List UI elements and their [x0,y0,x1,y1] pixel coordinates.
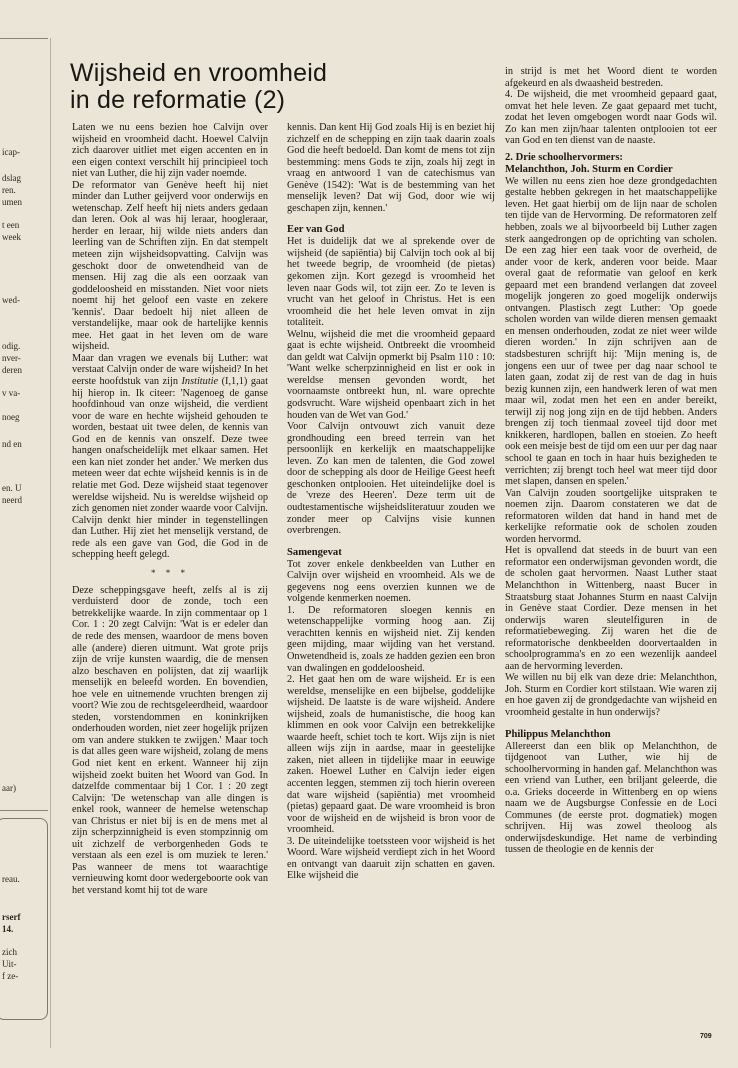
column-rule [0,38,48,39]
paragraph: Welnu, wijsheid die met die vroomheid gepaard gaat is echte wijsheid. Ontbreekt die vroomheid dan geldt wat Calvijn opmerkt bij Psalm 110 : 10: 'Want welke scherpzinnigheid en list er ook in wereldse mensen gevonden wordt, het voornaamste ontbreekt hun, nl. ware oprechte godsvrucht. Ware wijsheid openbaart zich in het houden van de Wet van God.' [287,328,495,421]
text-run: Maar dan vragen we evenals bij Luther: wat verstaat Calvijn onder de ware wijsheid? In het eerste hoofdstuk van zijn [72,352,268,388]
fragment: wed- [2,295,20,305]
paragraph [72,353,268,561]
paragraph: kennis. Dan kent Hij God zoals Hij is en beziet hij zichzelf en de schepping en zijn taak daarin zoals God die heeft bedoeld. Dan komt de mens tot zijn bestemming: mens Gods te zijn, zoals hij zegt in vraag en antwoord 1 van de catechismus van Genève (1542): 'Wat is de bestemming van het menselijk leven? Dat wij God, door wie wij geschapen zijn, kennen.' [287,122,495,214]
paragraph: We willen nu eens zien hoe deze grondgedachten gestalte hebben gekregen in het maatschappelijke leven. Het gaat hierbij om de lijn naar de scholen ten tijde van de Hervorming. De reformatoren zelf hebben, zoals we al bijvoorbeeld bij Luther zagen sterk aangedrongen op de oprichting van scholen. De een zag hier een taak voor de overheid, de ander voor de kerk, anderen voor beide. Maar overal gaat de reformatie van geloof en kerk gepaard met een brandend verlangen dat zoveel mogelijk jongeren zo goed mogelijk onderwijs ontvangen. Plastisch zegt Luther: 'Op goede scholen worden van wilde dieren mensen gemaakt en mensen onderhouden, zodat ze niet weer wilde dieren worden.' In zijn schrijven aan de stadsbesturen schrijft hij: 'Mijn mening is, de jongens een uur of twee per dag naar school te laten gaan, zodat zij de rest van de dag in huis bezig kunnen zijn, een handwerk leren of wat men maar wil, zodat men het een en ander bereikt, terwijl zij nog jong zijn en de tijd hebben. Anders brengen zij toch tienmaal zoveel tijd door met knikkeren, hardlopen, ballen en stoeien. Zo heeft ook een meisje best de tijd om een uur per dag naar school te gaan en toch in haar huis bezigheden te verrichten; zij brengt toch heel wat meer tijd door met slapen, dansen en spelen.' [505,175,717,488]
paragraph: 4. De wijsheid, die met vroomheid gepaard gaat, omvat het hele leven. Ze gaat gepaard met tucht, zodat het leven omgebogen wordt naar Gods wil. Zo kan men zijn/haar talenten ontplooien tot eer van God en ten dienst van de naaste. [505,89,717,147]
fragment: en. U [2,483,22,493]
paragraph: 3. De uiteindelijke toetssteen voor wijsheid is het Woord. Ware wijsheid verdiept zich in het Woord en ontvangt van daaruit zijn schatten en gaven. Elke wijsheid die [287,835,495,882]
fragment: Uit- [2,959,17,969]
fragment: noeg [2,412,20,422]
paragraph: 1. De reformatoren sloegen kennis en wetenschappelijke vorming hoog aan. Zij verachtten kennis en wijsheid niet. Zij kenden geen mijding, maar wijding van het verstand. Onwetendheid is, zoals ze hadden gezien een bron van dwalingen en goddeloosheid. [287,604,495,674]
fragment: 14. [2,924,14,934]
paragraph: Allereerst dan een blik op Melanchthon, de tijdgenoot van Luther, wie hij de schoolhervorming in handen gaf. Melanchthon was een vriend van Luther, een briljant geleerde, die o.a. Grieks doceerde in Wittenberg en op wiens naam we de Augsburgse Confessie en de Loci Communes (de eerste prot. dogmatiek) mogen schrijven. Hij was zowel theoloog als onderwijsdeskundige. Het name de verbinding tussen de theologie en de kennis der [505,740,717,856]
paragraph: in strijd is met het Woord dient te worden afgekeurd en als dwaasheid bestreden. [505,66,717,89]
paragraph: 2. Het gaat hen om de ware wijsheid. Er is een wereldse, menselijke en een bijbelse, goddelijke wijsheid. De laatste is de ware wijsheid. Andere wijsheid, zoals de humanistische, die hoog kan klimmen en ook voor Calvijn een betrekkelijke waarde heeft, schiet toch te kort. Wijs zijn is niet alleen wijs zijn in aardse, maar in geestelijke zaken, niet alleen in tijdelijke maar in eeuwige zaken. Hoewel Luther en Calvijn ieder eigen accenten leggen, stemmen zij toch hierin overeen dat ware wijsheid (sapiëntia) met vroomheid (pietas) gepaard gaat. De ware vroomheid is bron voor de wijsheid en de wijsheid is bron voor de vroomheid. [287,674,495,836]
column-3 [505,66,717,856]
subheading: Melanchthon, Joh. Sturm en Cordier [505,163,673,175]
paragraph: Voor Calvijn ontvouwt zich vanuit deze grondhouding een breed terrein van het persoonlijk en kerkelijk en maatschappelijke leven. Zo kan men de talenten, die God zowel door de schepping als door de Heilige Geest heeft geschonken ontplooien. Het uiteindelijke doel is de 'vreze des Heeren'. Deze term uit de oudtestamentische wijsheidsliteratuur zouden we zonder meer op Calvijns visie kunnen overbrengen. [287,421,495,537]
fragment: aar) [2,783,16,793]
fragment: umen [2,197,22,207]
paragraph: Deze scheppingsgave heeft, zelfs al is zij verduisterd door de zonde, toch een betrekkelijke waarde. In zijn commentaar op 1 Cor. 1 : 20 zegt Calvijn: 'Wat is er edeler dan de rede des mensen, waardoor de mens boven alle (andere) dieren uitmunt. Wat grote prijs zijn de vrije kunsten waardig, die de mensen alzo beschaven en polijsten, dat zij waarlijk menselijk en beleefd worden. En bovendien, hoe vele en uitnemende vruchten brengen zij voort? Wie zou de rechtsgeleerdheid, waardoor steden, vorstendommen en koninkrijken onderhouden worden, niet zeer hogelijk prijzen om van andere stukken te zwijgen.' Maar toch is dat alles geen ware wijsheid, zolang de mens God niet kent en erkent. Wanneer hij zijn wijsheid zoekt buiten het Woord van God. In datzelfde commentaar bij 1 Cor. 1 : 20 zegt Calvijn: 'De wetenschap van alle dingen is enkel rook, wanneer de hemelse wetenschap van Christus er niet bij is en de mens met al zijn scherpzinnigheid is even stompzinnig om uit zichzelf de verborgenheden Gods te verstaan als een ezel is om muziek te leren.' Pas wanneer de mens tot waarachtige vernieuwing komt door wedergeboorte ook van het verstand komt hij tot de ware [72,584,268,896]
title-line-2: in de reformatie (2) [70,86,286,114]
column-2 [287,122,495,882]
fragment: zich [2,947,17,957]
fragment: t een [2,220,20,230]
fragment: week [2,232,21,242]
fragment: f ze- [2,971,19,981]
paragraph: Tot zover enkele denkbeelden van Luther en Calvijn over wijsheid en vroomheid. Als we de gegevens nog eens overzien kunnen we de volgende kenmerken noemen. [287,558,495,605]
subheading: Eer van God [287,224,345,236]
fragment: dslag [2,173,21,183]
page-number: 709 [700,1033,712,1040]
subheading: Samengevat [287,546,342,558]
fragment: ren. [2,185,16,195]
article-title [70,60,490,114]
text-run: (I,1,1) gaat hij hierop in. Ik citeer: 'Nagenoeg de ganse hoofdinhoud van onze wijsheid, die verdient voor de ware en hechte wijsheid gehouden te worden, bestaat uit twee delen, de kennis van God en de kennis van onszelf. Deze twee hangen onafscheidelijk met elkaar samen. Het een kan niet zonder het ander.' We merken dus meteen weer dat echte wijsheid kennis is in de relatie met God. Deze wijsheid staat tegenover wereldse wijsheid. Nu is wereldse wijsheid op zich genomen niet zonder waarde voor Calvijn. Calvijn denkt hier minder in tegenstellingen dan Luther. Hij ziet het menselijk verstand, de rede als een gave van God, die God in de schepping heeft gelegd. [72,376,268,561]
fragment: neerd [2,495,22,505]
paragraph: We willen nu bij elk van deze drie: Melanchthon, Joh. Sturm en Cordier kort stilstaan. Wie waren zij en hoe gaven zij de grondgedachte van wijsheid en vroomheid gestalte in hun onderwijs? [505,672,717,718]
fragment: nver- [2,353,21,363]
fragment: deren [2,365,22,375]
column-1 [72,122,268,897]
fragment: odig. [2,341,21,351]
fragment: v va- [2,388,21,398]
book-title: Institutie [181,376,219,388]
subheading: Philippus Melanchthon [505,728,611,740]
previous-page-box-border [0,818,48,1020]
paragraph: De reformator van Genève heeft hij niet minder dan Luther geijverd voor onderwijs en wetenschap. Zelf heeft hij niets anders gedaan dan leren. Ook al was hij leraar, hoogleraar, herder en leraar, hij wilde niets anders dan leerling van de Schriften zijn. En dat stempelt meteen zijn wijsheidsopvatting. Calvijn was geschokt door de onwetendheid van de mensen. Hij zag die als een oorzaak van goddeloosheid en misstanden. Niet voor niets noemt hij het geloof een vaste en zekere 'kennis'. Daar bedoelt hij niet alleen de verstandelijke, maar ook de hartelijke kennis mee. Het gaat in het leven om de ware wijsheid. [72,179,268,353]
section-divider: * * * [151,567,189,578]
paragraph: Het is opvallend dat steeds in de buurt van een reformator een onderwijsman gevonden wordt, die de scholen gaat hervormen. Naast Luther staat Melanchthon in Wittenberg, naast Bucer in Straatsburg staat Johannes Sturm en naast Calvijn in Genève staat Cordier. Deze mensen in het onderwijs waren sleutelfiguren in de reformatiebeweging. Zij waren het die de reformatorische denkbeelden doorvertaalden in schoolprogramma's en zo een wezenlijk aandeel aan de hervorming leverden. [505,545,717,672]
title-line-1: Wijsheid en vroomheid [70,59,328,87]
paragraph: Laten we nu eens bezien hoe Calvijn over wijsheid en vroomheid dacht. Hoewel Calvijn zich daarover uitliet met eigen accenten en in een eigen context verschilt hij principieel toch niet van Luther, die hij zijn vader noemde. [72,122,268,180]
fragment: reau. [2,874,20,884]
fragment: icap- [2,147,20,157]
fragment: nd en [2,439,22,449]
subheading: 2. Drie schoolhervormers: [505,151,623,163]
column-rule [0,810,48,811]
paragraph: Van Calvijn zouden soortgelijke uitspraken te noemen zijn. Daarom constateren we dat de reformatoren wilden dat hand in hand met de kerkelijke reformatie ook de scholen zouden worden hervormd. [505,487,717,545]
fragment: rserf [2,912,21,922]
paragraph: Het is duidelijk dat we al sprekende over de wijsheid (de sapiëntia) bij Calvijn toch ook al bij het tweede begrip, de vroomheid (de pietas) gekomen zijn. Kort gezegd is vroomheid het leven naar Gods wil, tot zijn eer. Zo te leven is vrucht van het geloof in Christus. Het is een vroomheid die het hele leven omvat in zijn totaliteit. [287,236,495,329]
